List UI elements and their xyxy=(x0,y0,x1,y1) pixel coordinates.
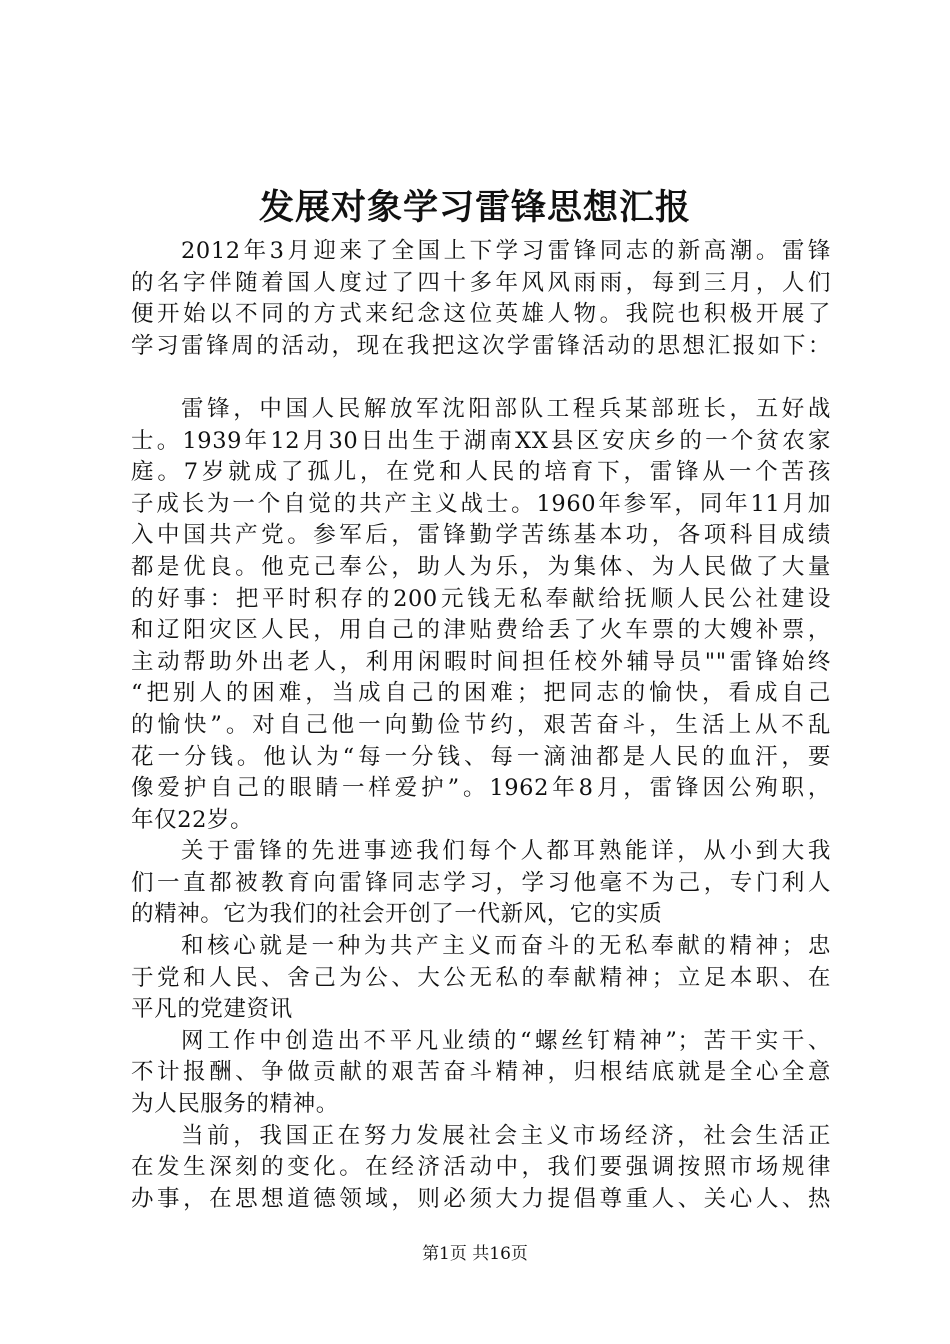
body-line: 平凡的党建资讯 xyxy=(131,996,293,1023)
body-line: “把别人的困难，当成自己的困难；把同志的愉快，看成自己 xyxy=(131,680,831,707)
body-line: 的好事：把平时积存的200元钱无私奉献给抚顺人民公社建设 xyxy=(131,585,831,612)
body-line: 都是优良。他克己奉公，助人为乐，为集体、为人民做了大量 xyxy=(131,553,831,580)
body-line: 入中国共产党。参军后，雷锋勤学苦练基本功，各项科目成绩 xyxy=(131,522,831,549)
body-line: 的精神。它为我们的社会开创了一代新风，它的实质 xyxy=(131,901,663,928)
body-line: 士。1939年12月30日出生于湖南XX县区安庆乡的一个贫农家 xyxy=(131,427,831,454)
body-line: 像爱护自己的眼睛一样爱护”。1962年8月，雷锋因公殉职， xyxy=(131,775,831,802)
body-line: 和核心就是一种为共产主义而奋斗的无私奉献的精神；忠 xyxy=(181,933,831,960)
body-line: 关于雷锋的先进事迹我们每个人都耳熟能详，从小到大我 xyxy=(181,838,831,865)
body-line: 花一分钱。他认为“每一分钱、每一滴油都是人民的血汗，要 xyxy=(131,743,831,770)
body-line: 年仅22岁。 xyxy=(131,806,254,833)
body-line: 办事，在思想道德领域，则必须大力提倡尊重人、关心人、热 xyxy=(131,1185,831,1212)
document-body xyxy=(131,236,831,1215)
page-footer: 第1页 共16页 xyxy=(422,1244,528,1264)
body-line: 于党和人民、舍己为公、大公无私的奉献精神；立足本职、在 xyxy=(131,964,831,991)
body-line: 的名字伴随着国人度过了四十多年风风雨雨，每到三月，人们 xyxy=(131,269,831,296)
body-line: 学习雷锋周的活动，现在我把这次学雷锋活动的思想汇报如下： xyxy=(131,332,831,359)
body-line: 们一直都被教育向雷锋同志学习，学习他毫不为己，专门利人 xyxy=(131,869,831,896)
body-line: 2012年3月迎来了全国上下学习雷锋同志的新高潮。雷锋 xyxy=(181,238,831,264)
body-line: 不计报酬、争做贡献的艰苦奋斗精神，归根结底就是全心全意 xyxy=(131,1059,831,1086)
document-title: 发展对象学习雷锋思想汇报 xyxy=(258,187,691,228)
body-line: 便开始以不同的方式来纪念这位英雄人物。我院也积极开展了 xyxy=(131,301,831,328)
body-line: 在发生深刻的变化。在经济活动中，我们要强调按照市场规律 xyxy=(131,1154,831,1181)
body-line: 为人民服务的精神。 xyxy=(131,1091,339,1118)
body-line: 子成长为一个自觉的共产主义战士。1960年参军，同年11月加 xyxy=(131,490,831,517)
body-line: 主动帮助外出老人，利用闲暇时间担任校外辅导员""雷锋始终 xyxy=(131,648,831,675)
body-line: 当前，我国正在努力发展社会主义市场经济，社会生活正 xyxy=(181,1122,831,1149)
body-line: 和辽阳灾区人民，用自己的津贴费给丢了火车票的大嫂补票， xyxy=(131,617,831,644)
body-line: 庭。7岁就成了孤儿，在党和人民的培育下，雷锋从一个苦孩 xyxy=(131,459,831,486)
blank-line xyxy=(131,362,831,394)
body-line: 雷锋，中国人民解放军沈阳部队工程兵某部班长，五好战 xyxy=(181,395,831,422)
body-line: 的愉快”。对自己他一向勤俭节约，艰苦奋斗，生活上从不乱 xyxy=(131,711,831,738)
body-line: 网工作中创造出不平凡业绩的“螺丝钉精神”；苦干实干、 xyxy=(181,1027,831,1054)
